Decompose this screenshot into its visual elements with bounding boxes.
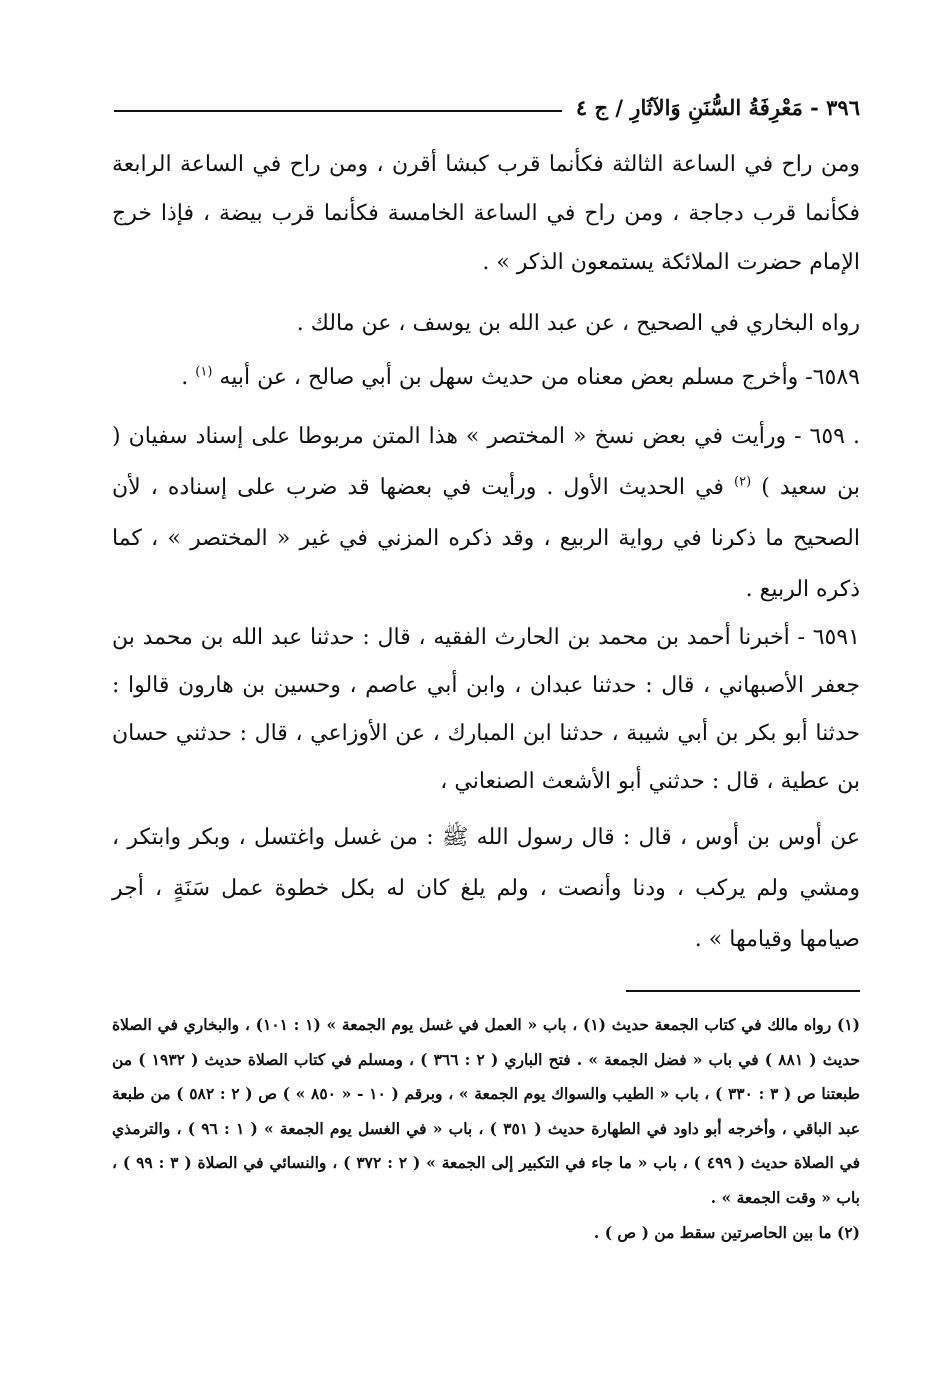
header-rule <box>114 110 562 112</box>
footnote-1: (١) رواه مالك في كتاب الجمعة حديث (١) ، باب « العمل في غسل يوم الجمعة » (١ : ١٠١) ، والبخاري في الصلاة حديث ( ٨٨١ ) في باب « فضل الجمعة » . فتح الباري ( ٢ : ٣٦٦ ) ، ومسلم في كتاب الصلاة حديث ( ١٩٣٢ ) من طبعتنا ص ( ٣ : ٣٣٠ ) ، باب « الطيب والسواك يوم الجمعة » ، وبرقم ( ١٠ - « ٨٥٠ » ) ص ( ٢ : ٥٨٢ ) من طبعة عبد الباقي ، وأخرجه أبو داود في الطهارة حديث ( ٣٥١ ) ، باب « في الغسل يوم الجمعة » ( ١ : ٩٦ ) ، والترمذي في الصلاة حديث ( ٤٩٩ ) ، باب « ما جاء في التكبير إلى الجمعة » ( ٢ : ٣٧٢ ) ، والنسائي في الصلاة ( ٣ : ٩٩ ) ، باب « وقت الجمعة » . <box>112 1015 861 1207</box>
paragraph-bukhari-note: رواه البخاري في الصحيح ، عن عبد الله بن يوسف ، عن مالك . <box>296 311 860 336</box>
paragraph-6590-text-a: . ٦٥٩ - ورأيت في بعض نسخ « المختصر » هذا المتن مربوطا على إسناد سفيان ( بن سعيد ) <box>112 424 861 500</box>
footnote-ref-2: (٢) <box>734 474 752 490</box>
paragraph-6589 <box>112 353 860 402</box>
page-header <box>114 82 860 122</box>
paragraph-6589-text: ٦٥٨٩- وأخرج مسلم بعض معناه من حديث سهل بن أبي صالح ، عن أبيه <box>219 365 860 390</box>
paragraph-hadith-continuation: ومن راح في الساعة الثالثة فكأنما قرب كبشا أقرن ، ومن راح في الساعة الرابعة فكأنما قرب دجاجة ، ومن راح في الساعة الخامسة فكأنما قرب بيضة ، فإذا خرج الإمام حضرت الملائكة يستمعون الذكر » . <box>112 152 860 275</box>
paragraph-6591-matn: عن أوس بن أوس ، قال : قال رسول الله ﷺ : من غسل واغتسل ، وبكر وابتكر ، ومشي ولم يركب ، ودنا وأنصت ، ولم يلغ كان له بكل خطوة عمل سَنَةٍ ، أجر صيامها وقيامها » . <box>112 825 860 952</box>
footnote-ref-1: (١) <box>195 364 213 380</box>
footnote-2: (٢) ما بين الحاصرتين سقط من ( ص ) . <box>593 1223 860 1242</box>
footnote-separator <box>626 990 860 992</box>
footnotes-section <box>112 1008 860 1251</box>
running-title: ٣٩٦ - مَعْرِفَةُ السُّنَنِ وَالآثَارِ / ج ٤ <box>575 95 860 120</box>
paragraph-6591-isnad: ٦٥٩١ - أخبرنا أحمد بن محمد بن الحارث الفقيه ، قال : حدثنا عبد الله بن محمد بن جعفر الأصبهاني ، قال : حدثنا عبدان ، وابن أبي عاصم ، وحسين بن هارون قالوا : حدثنا أبو بكر بن أبي شيبة ، حدثنا ابن المبارك ، عن الأوزاعي ، قال : حدثني حسان بن عطية ، قال : حدثني أبو الأشعث الصنعاني ، <box>112 625 860 794</box>
paragraph-6590-text-b: في الحديث الأول . ورأيت في بعضها قد ضرب على إسناده ، لأن الصحيح ما ذكرنا في رواية الربيع ، وقد ذكره المزني في غير « المختصر » ، كما ذكره الربيع . <box>112 475 860 602</box>
paragraph-6590 <box>112 411 860 615</box>
paragraph-6589-end: . <box>181 365 189 390</box>
